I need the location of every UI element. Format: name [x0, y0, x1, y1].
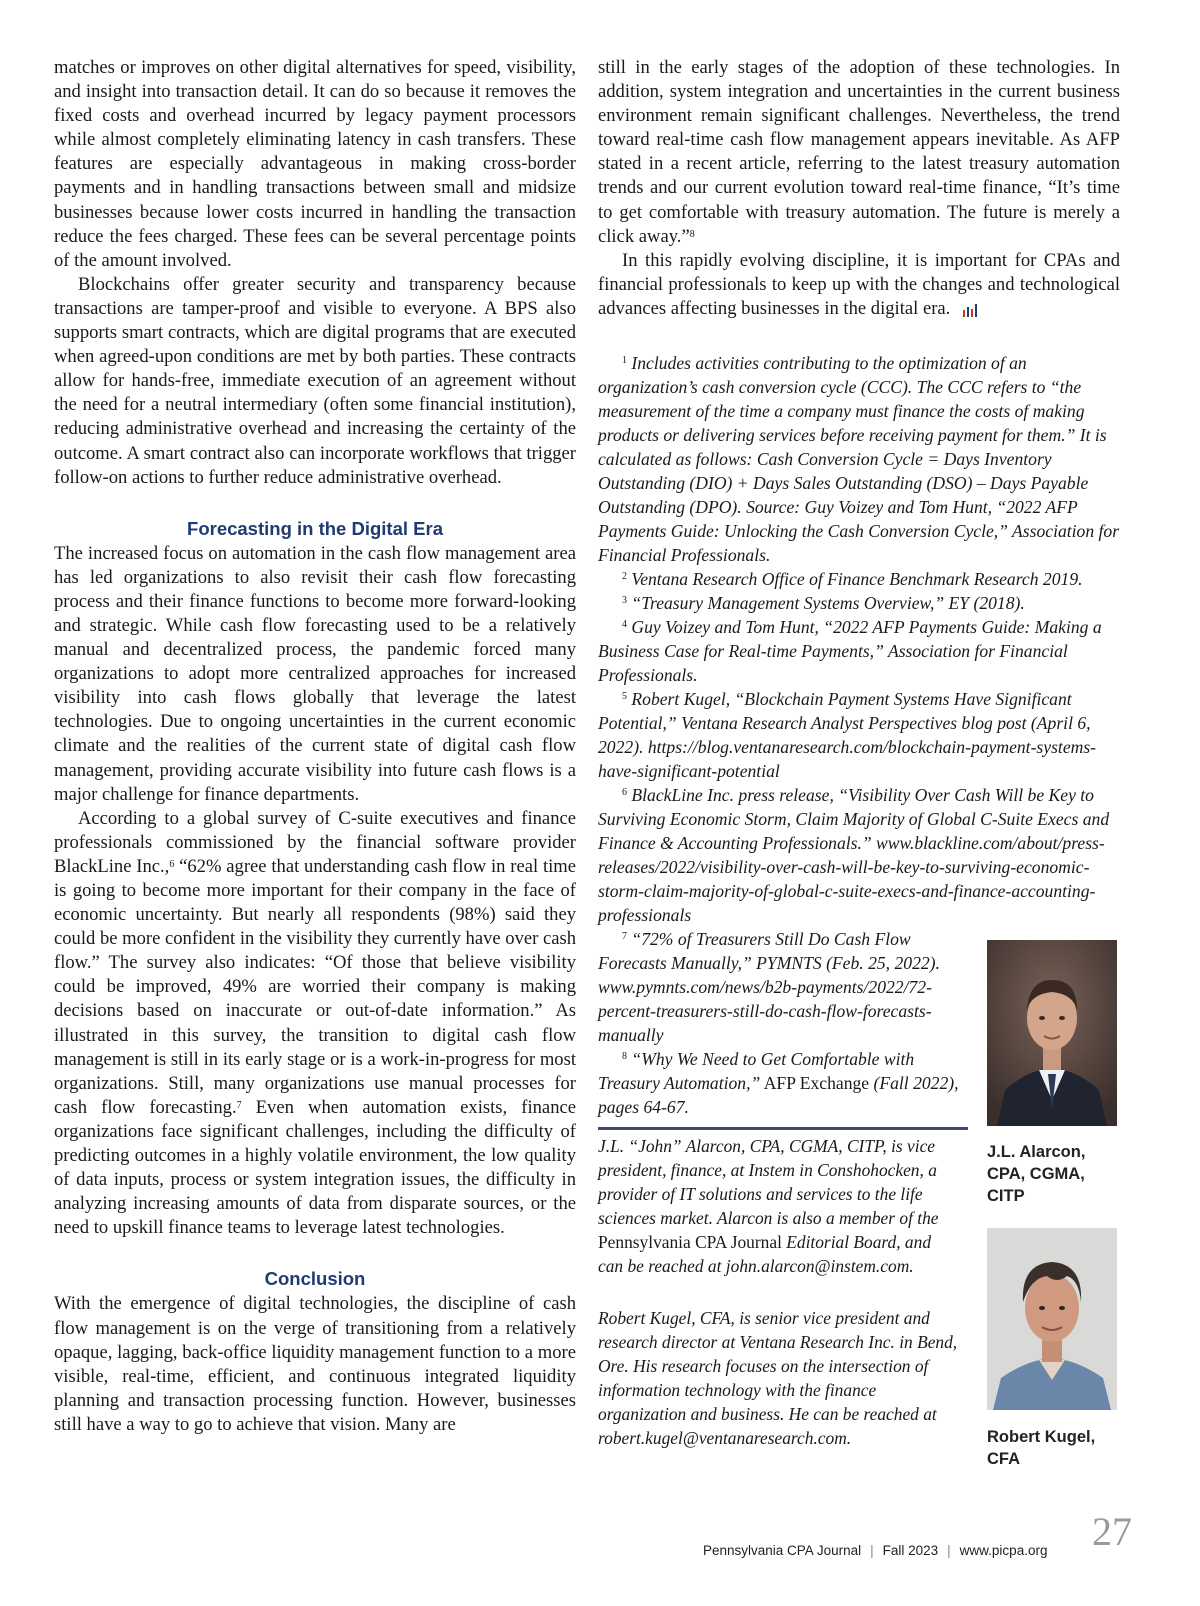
section-heading-forecasting: Forecasting in the Digital Era — [187, 517, 443, 539]
caption-line: CITP — [987, 1187, 1025, 1205]
author-bio-alarcon — [598, 1134, 960, 1278]
end-mark-icon — [962, 303, 980, 317]
footnote — [598, 927, 960, 1047]
body-paragraph: With the emergence of digital technologies, the discipline of cash flow management is on the verge of transitioning from a relatively opaque, lagging, back-office liquidity management function to a more visible, real-time, efficient, and continuous integrated liquidity planning and transaction processing function. However, businesses still have a way to go to achieve that vision. Many are — [54, 1293, 576, 1435]
author-photo-kugel — [987, 1228, 1117, 1410]
body-paragraph: Blockchains offer greater security and transparency because transactions are tamper-proof and visible to everyone. A BPS also supports smart contracts, which are digital programs that are executed when agreed-upon conditions are met by both parties. These contracts allow for hands-free, immediate execution of an agreement without the need for a neutral intermediary (often some financial institution), reducing administrative overhead and increasing the certainty of the outcome. A smart contract also can incorporate workflows that trigger follow-on actions to further reduce administrative overhead. — [54, 273, 576, 488]
section-heading-conclusion: Conclusion — [264, 1268, 366, 1290]
text-run: J.L. “John” Alarcon, CPA, CGMA, CITP, is vice president, finance, at Instem in Conshohocken, a provider of IT solutions and services to the life sciences market. Alarcon is also a member of the — [598, 1136, 939, 1228]
footnote — [598, 567, 1120, 591]
text-run: Editorial Board, and can be reached at john.alarcon@instem.com. — [598, 1232, 932, 1276]
footer-separator: | — [870, 1543, 874, 1558]
page-number: 27 — [1092, 1509, 1132, 1554]
footnote-number: 5 — [622, 691, 627, 703]
text-run: still in the early stages of the adoption of these technologies. In addition, system integration and uncertainties in the current business environment remain significant challenges. Nevertheless, the trend toward real-time cash flow management appears inevitable. As AFP stated in a recent article, referring to the latest treasury automation trends and our current evolution toward real-time finance, “It’s time to get comfortable with treasury automation. The future is merely a click away.” — [598, 57, 1120, 247]
footnote — [598, 615, 1120, 687]
footnote — [598, 351, 1120, 567]
footnote-text: (Fall 2022), pages 64-67. — [598, 1073, 959, 1118]
body-paragraph — [598, 56, 1120, 249]
publication-name: AFP Exchange — [760, 1073, 874, 1094]
footnote-ref: 8 — [689, 228, 695, 240]
body-paragraph — [598, 249, 1120, 321]
footnote-ref: 7 — [236, 1099, 242, 1111]
author-bio-kugel: Robert Kugel, CFA, is senior vice president and research director at Ventana Research Inc. in Bend, Ore. His research focuses on the intersection of information technology with the finance organization and business. He can be reached at robert.kugel@ventanaresearch.com. — [598, 1308, 958, 1448]
website-link[interactable]: www.picpa.org — [959, 1543, 1048, 1558]
caption-line: Robert Kugel, — [987, 1428, 1096, 1446]
footnote-text: Robert Kugel, “Blockchain Payment Systems Have Significant Potential,” Ventana Research Analyst Perspectives blog post (April 6, 2022). https://blog.ventanaresearch.com/blockchain-payment-systems-have-significant-potential — [598, 689, 1097, 782]
footnote-number: 4 — [622, 619, 627, 631]
photo-caption-alarcon — [987, 1141, 1127, 1207]
footnote-text: Guy Voizey and Tom Hunt, “2022 AFP Payments Guide: Making a Business Case for Real-time Payments,” Association for Financial Professionals. — [598, 617, 1102, 686]
issue-label: Fall 2023 — [882, 1543, 939, 1558]
footnote-number: 8 — [622, 1051, 627, 1063]
body-paragraph: matches or improves on other digital alternatives for speed, visibility, and insight into transaction detail. It can do so because it removes the fixed costs and overhead incurred by legacy payment processors while almost completely eliminating latency in cash transfers. These features are especially advantageous in making cross-border payments and in handling transactions between small and midsize businesses because lower costs incurred in handling the transaction reduce the fees charged. These fees can be several percentage points of the amount involved. — [54, 57, 576, 271]
footnote-number: 7 — [622, 931, 627, 943]
footnote — [598, 1047, 960, 1119]
footnote-text: Includes activities contributing to the optimization of an organization’s cash conversion cycle (CCC). The CCC refers to “the measurement of the time a company must finance the costs of making products or delivering services before receiving payment for them.” It is calculated as follows: Cash Conversion Cycle = Days Inventory Outstanding (DIO) + Days Sales Outstanding (DSO) – Days Payable Outstanding (DPO). Source: Guy Voizey and Tom Hunt, “2022 AFP Payments Guide: Unlocking the Cash Conversion Cycle,” Association for Financial Professionals. — [598, 353, 1120, 566]
footnote-ref: 6 — [169, 858, 175, 870]
footnote-number: 3 — [622, 595, 627, 607]
caption-line: CFA — [987, 1450, 1020, 1468]
footnote-text: “72% of Treasurers Still Do Cash Flow Forecasts Manually,” PYMNTS (Feb. 25, 2022). www.pymnts.com/news/b2b-payments/2022/72-percent-treasurers-still-do-cash-flow-forecasts-manually — [598, 929, 940, 1046]
footnote — [598, 687, 1120, 783]
footnote — [598, 591, 1120, 615]
divider — [598, 1127, 968, 1130]
page-footer — [703, 1543, 1047, 1558]
footnote-number: 6 — [622, 787, 627, 799]
text-run: Even when automation exists, finance organizations face significant challenges, including the difficulty of predicting outcomes in a highly volatile environment, the low quality of data inputs, process or system integration issues, the difficulty in analyzing increasing amounts of data from disparate sources, or the need to upskill finance teams to leverage latest technologies. — [54, 1096, 576, 1239]
journal-name: Pennsylvania CPA Journal — [703, 1543, 862, 1558]
caption-line: J.L. Alarcon, — [987, 1143, 1086, 1161]
footnote-text: “Treasury Management Systems Overview,” EY (2018). — [631, 593, 1025, 614]
author-photo-alarcon — [987, 940, 1117, 1126]
photo-caption-kugel — [987, 1426, 1127, 1470]
body-paragraph: The increased focus on automation in the cash flow management area has led organizations to also revisit their cash flow forecasting process and their finance functions to become more forward-looking and strategic. While cash flow forecasting used to be a relatively manual and decentralized process, the pandemic forced many organizations to adopt more centralized approaches for increased visibility into cash flows globally that leverage the latest technologies. Due to ongoing uncertainties in the current economic climate and the realities of the current state of digital cash flow management, providing accurate visibility into future cash flows is a major challenge for finance departments. — [54, 542, 576, 805]
footer-separator: | — [947, 1543, 951, 1558]
footnote — [598, 783, 1120, 927]
left-column — [54, 56, 576, 1437]
footnote-number: 2 — [622, 571, 627, 583]
text-run: In this rapidly evolving discipline, it is important for CPAs and financial professionals to keep up with the changes and technological advances affecting businesses in the digital era. — [598, 249, 1120, 319]
footnote-text: “Why We Need to Get Comfortable with Treasury Automation,” — [598, 1049, 915, 1094]
footnote-text: Ventana Research Office of Finance Benchmark Research 2019. — [631, 569, 1083, 590]
caption-line: CPA, CGMA, — [987, 1165, 1085, 1183]
portrait-icon — [987, 940, 1117, 1126]
publication-name: Pennsylvania CPA Journal — [598, 1232, 782, 1252]
text-run: According to a global survey of C-suite executives and finance professionals commissioned by the financial software provider BlackLine Inc., — [54, 807, 576, 877]
text-run: “62% agree that understanding cash flow in real time is going to become more important for their company in the face of economic uncertainty. But nearly all respondents (98%) said they could be more confident in the visibility they currently have over cash flow.” The survey also indicates: “Of those that believe visibility could be improved, 49% are worried their company is making decisions based on inaccurate or out-of-date information.” As illustrated in this survey, the transition to digital cash flow management is still in its early stage or is a work-in-progress for most organizations. Still, many organizations use manual processes for cash flow forecasting. — [54, 855, 577, 1118]
body-paragraph — [54, 807, 576, 1241]
footnote-text: BlackLine Inc. press release, “Visibility Over Cash Will be Key to Surviving Economic Storm, Claim Majority of Global C-Suite Execs and Finance & Accounting Professionals.” www.blackline.com/about/press-releases/2022/visibility-over-cash-will-be-key-to-surviving-economic-storm-claim-majority-of-global-c-suite-execs-and-finance-accounting-professionals — [598, 785, 1110, 926]
footnote-number: 1 — [622, 355, 627, 367]
portrait-icon — [987, 1228, 1117, 1410]
